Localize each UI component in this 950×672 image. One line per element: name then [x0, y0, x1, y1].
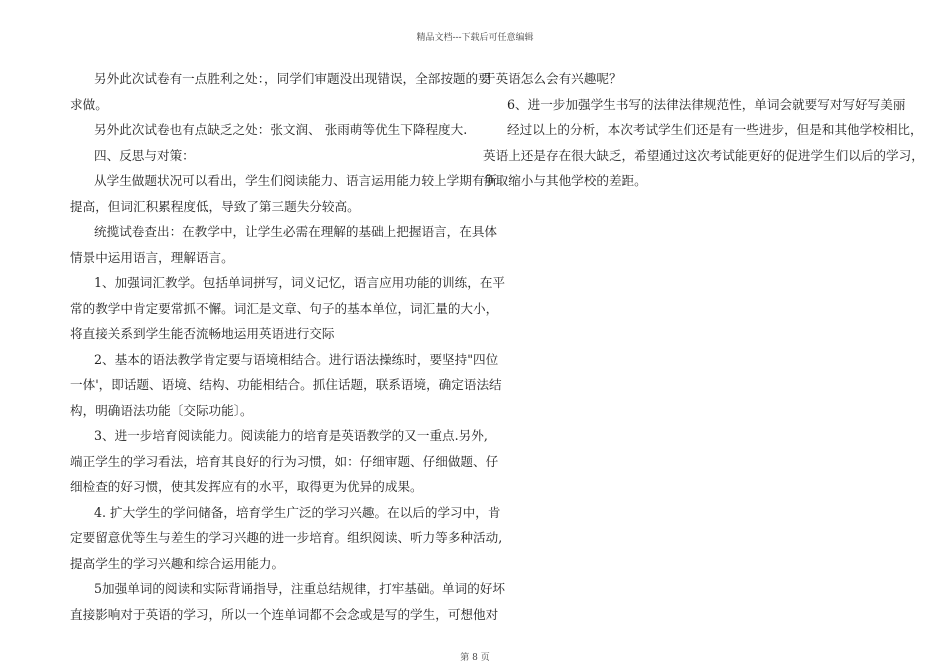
paragraph-line: 细检查的好习惯，使其发挥应有的水平，取得更为优异的成果。 — [70, 479, 423, 494]
paragraph-line: 2、基本的语法教学肯定要与语境相结合。进行语法操练时，要坚持"四位 — [94, 351, 499, 367]
paragraph-line: 直接影响对于英语的学习，所以一个连单词都不会念或是写的学生，可想他对 — [70, 606, 499, 622]
paragraph-line: 端正学生的学习看法，培育其良好的行为习惯，如：仔细审题、仔细做题、仔 — [70, 453, 499, 469]
paragraph-line: 提高，但词汇积累程度低，导致了第三题失分较高。 — [70, 198, 360, 214]
paragraph-line: 另外此次试卷有一点胜利之处：，同学们审题没出现错误，全部按题的要 — [94, 71, 491, 86]
page-header: 精品文档---下载后可任意编辑 — [416, 33, 534, 43]
paragraph-line: 4. 扩大学生的学问储备，培育学生广泛的学习兴趣。在以后的学习中，肯 — [94, 504, 501, 520]
paragraph-line: 求做。 — [70, 96, 108, 112]
left-text-column — [70, 66, 506, 627]
paragraph-line: 从学生做题状况可以看出，学生们阅读能力、语言运用能力较上学期有所 — [94, 173, 497, 188]
paragraph-line: 另外此次试卷也有点缺乏之处：张文润、 张雨萌等优生下降程度大. — [94, 122, 468, 137]
paragraph-line: 争取缩小与其他学校的差距。 — [483, 173, 647, 188]
paragraph-line: 定要留意优等生与差生的学习兴趣的进一步培育。组织阅读、听力等多种活动, — [70, 530, 503, 545]
paragraph-line: 于英语怎么会有兴趣呢？ — [483, 71, 622, 86]
paragraph-line: 情景中运用语言，理解语言。 — [70, 249, 234, 265]
paragraph-line: 一体'，即话题、语境、结构、功能相结合。抓住话题，联系语境，确定语法结 — [70, 377, 502, 392]
paragraph-line: 6、进一步加强学生书写的法律法律规范性，单词会就要写对写好写美丽 — [507, 96, 906, 112]
section-heading: 四、反思与对策： — [94, 147, 195, 163]
right-text-column — [483, 66, 924, 194]
paragraph-line: 常的教学中肯定要常抓不懈。词汇是文章、句子的基本单位，词汇量的大小， — [70, 300, 499, 316]
paragraph-line: 5加强单词的阅读和实际背诵指导，注重总结规律，打牢基础。单词的好坏 — [94, 581, 506, 596]
paragraph-line: 英语上还是存在很大缺乏，希望通过这次考试能更好的促进学生们以后的学习， — [483, 147, 924, 163]
paragraph-line: 提高学生的学习兴趣和综合运用能力。 — [70, 555, 285, 571]
page-number: 第 8 页 — [460, 653, 490, 663]
paragraph-line: 将直接关系到学生能否流畅地运用英语进行交际 — [70, 326, 335, 341]
paragraph-line: 3、进一步培育阅读能力。阅读能力的培育是英语教学的又一重点.另外, — [94, 428, 488, 443]
paragraph-line: 构，明确语法功能〔交际功能〕。 — [70, 402, 253, 418]
paragraph-line: 1、加强词汇教学。包括单词拼写，词义记忆，语言应用功能的训练，在平 — [94, 275, 506, 290]
paragraph-line: 统揽试卷查出：在教学中，让学生必需在理解的基础上把握语言，在具体 — [94, 224, 497, 239]
paragraph-line: 经过以上的分析，本次考试学生们还是有一些进步，但是和其他学校相比， — [507, 122, 923, 137]
